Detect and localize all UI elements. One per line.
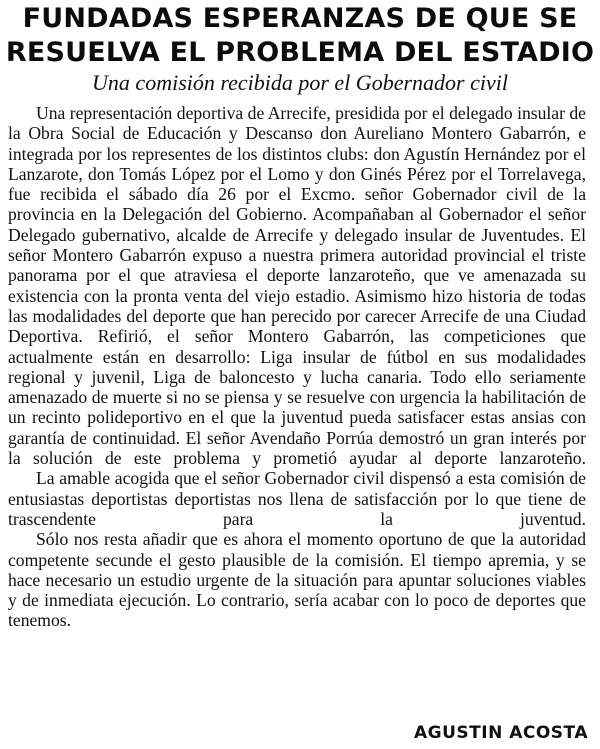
article-body — [8, 103, 586, 631]
headline-line-2: RESUELVA EL PROBLEMA DEL ESTADIO — [5, 37, 595, 68]
paragraph-3: Sólo nos resta añadir que es ahora el momento oportuno de que la autoridad competente secunde el gesto plausible de la comisión. El tiempo apremia, y se hace necesario un estudio urgente de la situación para apuntar soluciones viables y de inmediata ejecución. Lo contrario, sería acabar con lo poco de deportes que tenemos. — [8, 529, 586, 631]
subheadline: Una comisión recibida por el Gobernador civil — [92, 70, 508, 95]
paragraph-1: Una representación deportiva de Arrecife, presidida por el delegado insular de la Obra Social de Educación y Descanso don Aureliano Montero Gabarrón, e integrada por los representes de los distintos clubs: don Agustín Hernández por el Lanzarote, don Tomás López por el Lomo y don Ginés Pérez por el Torrelavega, fue recibida el sábado día 26 por el Excmo. señor Gobernador civil de la provincia en la Delegación del Gobierno. Acompañaban al Gobernador el señor Delegado gubernativo, alcalde de Arrecife y delegado insular de Juventudes. El señor Montero Gabarrón expuso a nuestra primera autoridad provincial el triste panorama por el que atraviesa el deporte lanzaroteño, que ve amenazada su existencia con la pronta venta del viejo estadio. Asimismo hizo historia de todas las modalidades del deporte que han perecido por carecer Arrecife de una Ciudad Deportiva. Refirió, el señor Montero Gabarrón, las competiciones que actualmente están en desarrollo: Liga insular de fútbol en sus modalidades regional y juvenil, Liga de baloncesto y lucha canaria. Todo ello seriamente amenazado de muerte si no se piensa y se resuelve con urgencia la habilitación de un recinto polideportivo en el que la juventud pueda satisfacer estas ansias con garantía de continuidad. El señor Avendaño Porrúa demostró un gran interés por la solución de este problema y prometió ayudar al deporte lanzaroteño. — [8, 103, 586, 469]
headline-line-1: FUNDADAS ESPERANZAS DE QUE SE — [22, 3, 578, 34]
paragraph-2: La amable acogida que el señor Gobernador civil dispensó a esta comisión de entusiastas deportistas deportistas nos llena de satisfacción por lo que tiene de trascendente para la juventud. — [8, 468, 586, 529]
author-signature: AGUSTIN ACOSTA — [414, 723, 588, 743]
